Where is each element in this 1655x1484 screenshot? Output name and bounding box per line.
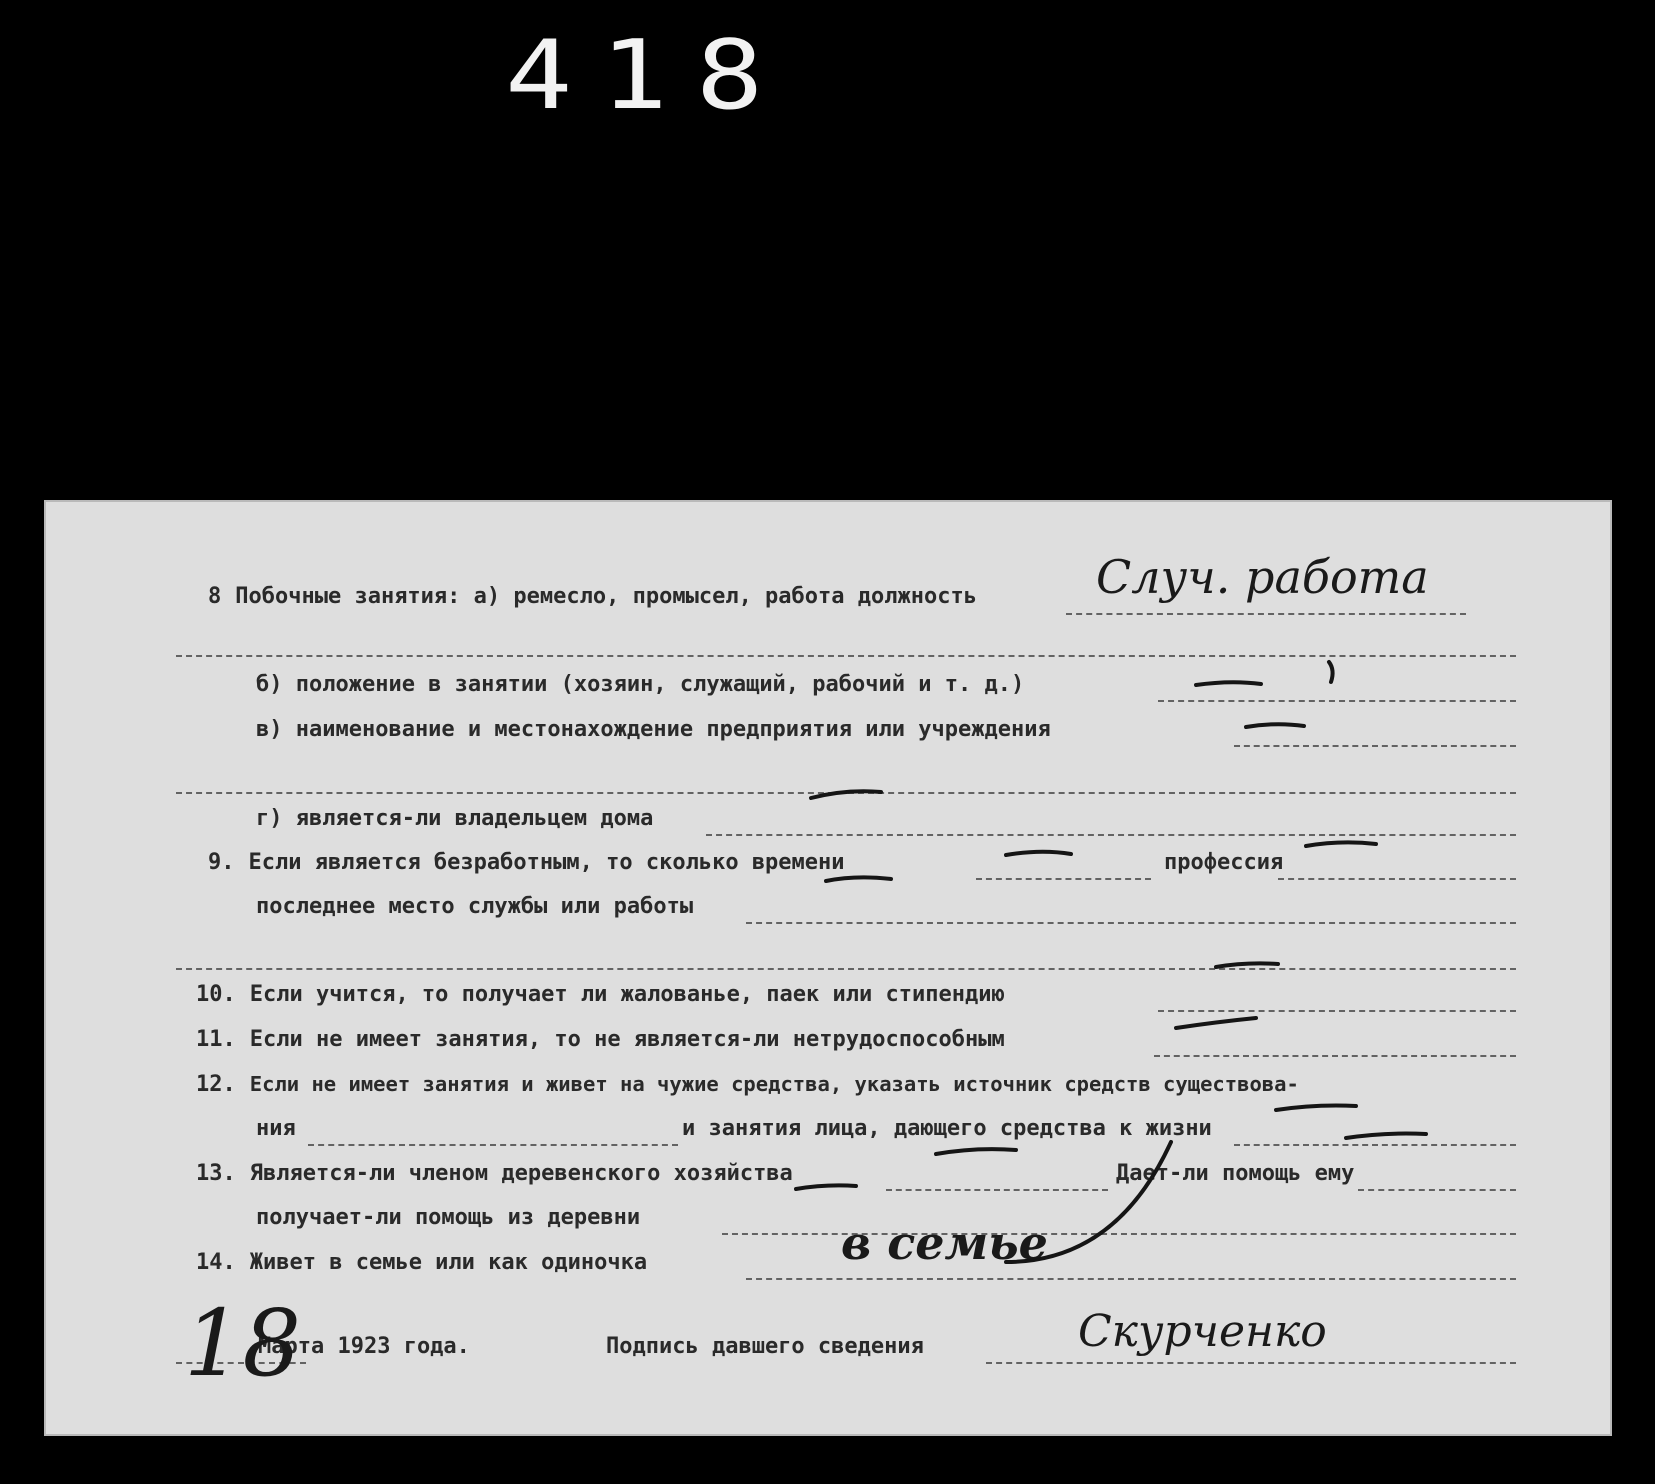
answer-line [886, 1189, 1108, 1191]
question-13-receive [256, 1205, 640, 1231]
question-8-b [256, 672, 1024, 698]
question-14 [196, 1250, 647, 1276]
question-9 [208, 850, 845, 876]
dash-12 [1276, 1106, 1356, 1111]
answer-line [1154, 1055, 1516, 1057]
question-12-cont [256, 1116, 296, 1142]
answer-line [1158, 700, 1516, 702]
question-13-help [1116, 1161, 1354, 1187]
question-12-cont2 [682, 1116, 1212, 1142]
signature-handwritten: Скурченко [1078, 1306, 1327, 1357]
question-8-v [256, 717, 1051, 743]
dash-13c [796, 1185, 856, 1189]
question-label: Если не имеет занятия, то не является-ли нетрудоспособным [249, 1027, 1005, 1052]
dash-9-time [1006, 852, 1071, 855]
dash-8b-mark [1329, 662, 1333, 682]
question-8-g [256, 806, 653, 832]
dash-9-profession [1306, 842, 1376, 846]
answer-line [1278, 878, 1516, 880]
dash-9-time-2 [826, 877, 891, 881]
day-handwritten: 18 [184, 1290, 302, 1397]
question-number: 9. [208, 850, 235, 875]
question-number: 14. [196, 1250, 236, 1275]
question-label: в) наименование и местонахождение предприятия или учреждения [256, 717, 1051, 742]
question-label: г) является-ли владельцем дома [256, 806, 654, 831]
answer-line [1234, 745, 1516, 747]
dash-11 [1176, 1018, 1256, 1028]
question-8-a [208, 584, 977, 610]
question-label: Если является безработным, то сколько времени [248, 850, 845, 875]
footer-signature-label [606, 1334, 924, 1360]
census-form-card [44, 500, 1612, 1436]
question-label: и занятия лица, дающего средства к жизни [682, 1116, 1212, 1141]
question-number: 13. [196, 1161, 236, 1186]
question-label: получает-ли помощь из деревни [256, 1205, 641, 1230]
question-9-last-job [256, 894, 693, 920]
separator-line [176, 968, 1516, 970]
answer-line [706, 834, 1516, 836]
answer-line [746, 922, 1516, 924]
answer-line [308, 1144, 678, 1146]
signature-label: Подпись давшего сведения [606, 1334, 924, 1359]
answer-line [986, 1362, 1516, 1364]
separator-line [176, 655, 1516, 657]
question-11 [196, 1027, 1005, 1053]
question-label: Побочные занятия: а) ремесло, промысел, работа должность [235, 584, 977, 609]
question-label: Если учится, то получает ли жалованье, паек или стипендию [249, 982, 1005, 1007]
dash-8b [1196, 682, 1261, 685]
question-13 [196, 1161, 793, 1187]
separator-line [176, 792, 1516, 794]
question-10 [196, 982, 1005, 1008]
answer-line [1358, 1189, 1516, 1191]
dash-10 [1216, 963, 1278, 967]
question-label: последнее место службы или работы [256, 894, 694, 919]
question-12 [196, 1071, 1299, 1098]
question-number: 12. [196, 1072, 236, 1097]
answer-line [976, 878, 1151, 880]
question-label: б) положение в занятии (хозяин, служащий, рабочий и т. д.) [256, 672, 1025, 697]
date-text: Марта 1923 года. [258, 1334, 470, 1359]
question-label: ния [256, 1116, 296, 1141]
question-number: 11. [196, 1027, 236, 1052]
answer-line [1158, 1010, 1516, 1012]
answer-line [1234, 1144, 1516, 1146]
answer-14-handwritten: в семье [841, 1216, 1048, 1270]
answer-line [1066, 613, 1466, 615]
dash-8v [1246, 724, 1304, 727]
question-number: 8 [208, 584, 222, 609]
answer-8a-handwritten: Случ. работа [1096, 550, 1429, 604]
dash-13a [936, 1149, 1016, 1154]
question-label: Является-ли членом деревенского хозяйства [249, 1161, 793, 1186]
question-label: профессия [1164, 850, 1284, 875]
question-label: Дает-ли помощь ему [1116, 1161, 1355, 1186]
dash-13b [1346, 1134, 1426, 1139]
frame-number: 418 [505, 20, 792, 131]
answer-line [746, 1278, 1516, 1280]
question-9-profession [1164, 850, 1283, 876]
question-label: Живет в семье или как одиночка [249, 1250, 648, 1275]
question-label: Если не имеет занятия и живет на чужие средства, указать источник средств существова- [249, 1072, 1299, 1096]
question-number: 10. [196, 982, 236, 1007]
